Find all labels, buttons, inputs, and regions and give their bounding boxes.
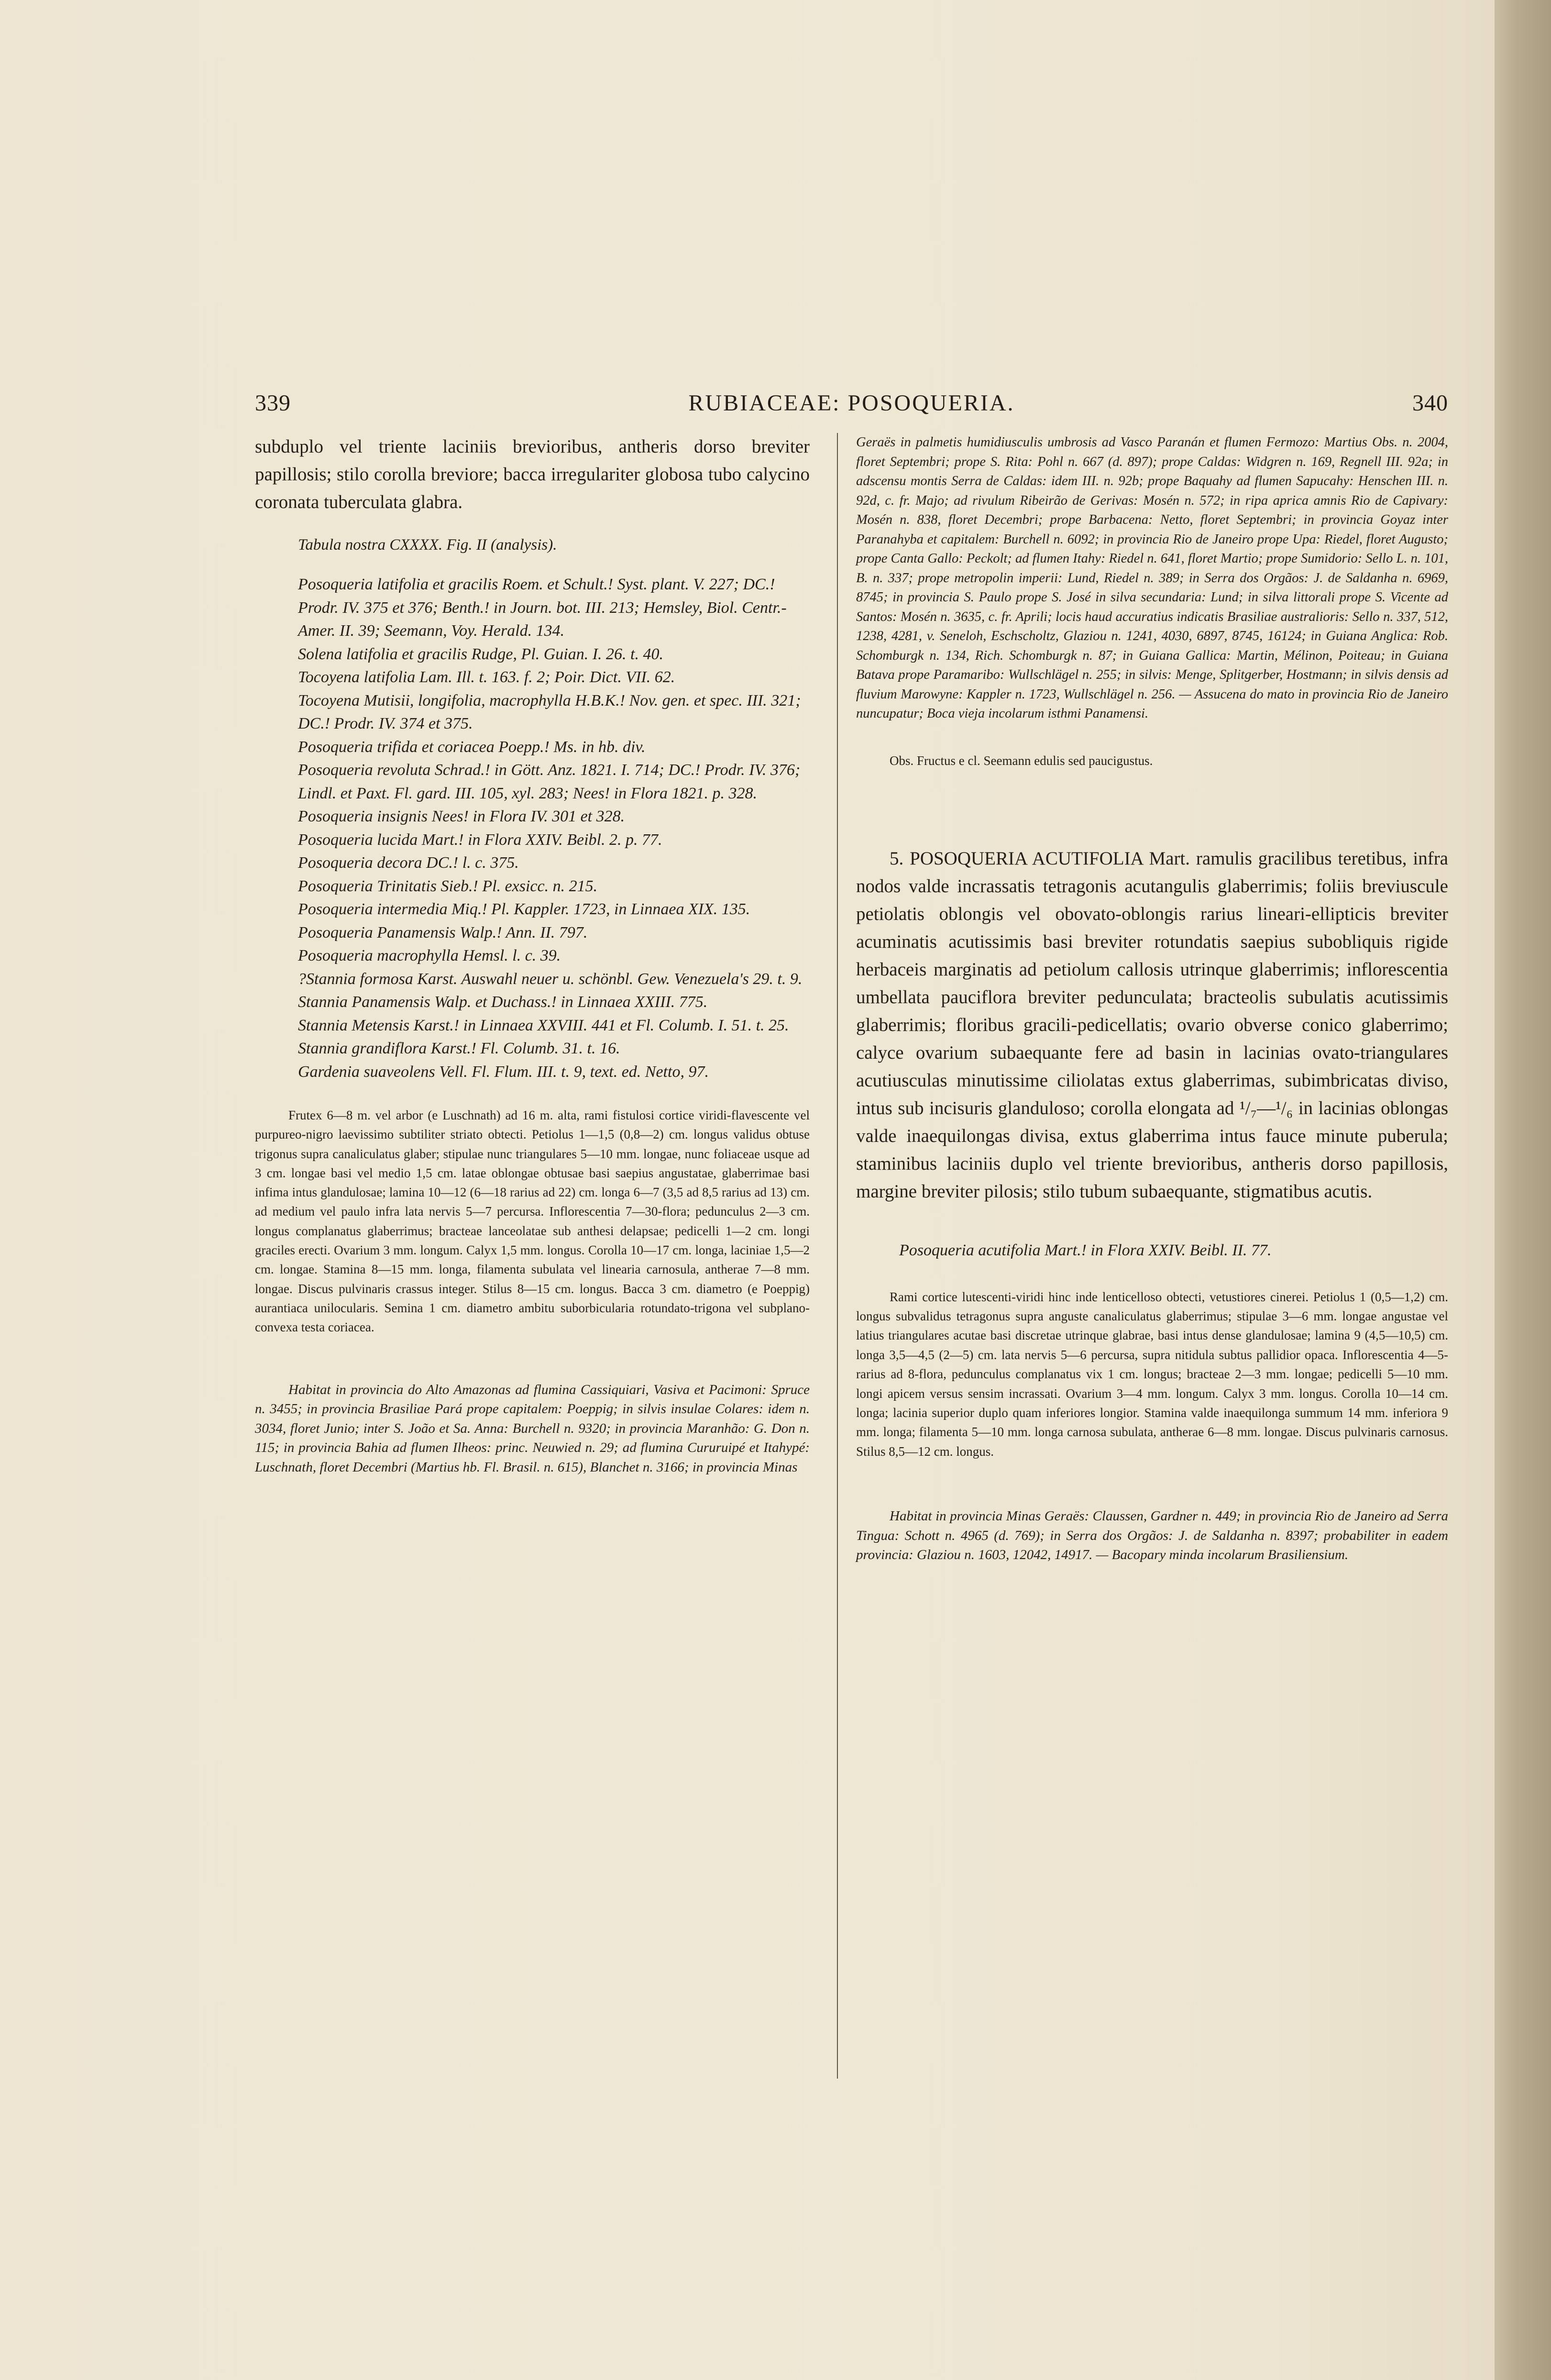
page-number-right: 340: [1412, 390, 1448, 416]
synonym-entry: Gardenia suaveolens Vell. Fl. Flum. III. t. 9, text. ed. Netto, 97.: [298, 1063, 709, 1081]
running-head-title: RUBIACEAE: POSOQUERIA.: [688, 390, 1015, 416]
synonym-entry: Posoqueria latifolia et gracilis Roem. et Schult.! Syst. plant. V. 227; DC.! Prodr. IV. 375 et 376; Benth.! in Journ. bot. III. 213; Hemsley, Biol. Centr.-Amer. II. 39; Seemann, Voy. Herald. 134.: [298, 576, 787, 640]
synonym-entry: Stannia Metensis Karst.! in Linnaea XXVIII. 441 et Fl. Columb. I. 51. t. 25.: [298, 1016, 789, 1034]
observation-note: Obs. Fructus e cl. Seemann edulis sed paucigustus.: [890, 753, 1153, 768]
synonym-entry: Posoqueria Trinitatis Sieb.! Pl. exsicc. n. 215.: [298, 877, 598, 895]
column-divider: [837, 433, 838, 2079]
habitat-paragraph: Habitat in provincia do Alto Amazonas ad flumina Cassiquiari, Vasiva et Pacimoni: Spruce n. 3455; in provincia Brasiliae Pará prope capitalem: Poeppig; in silvis insulae Colares: idem n. 3034, floret Junio; inter S. João et Sa. Anna: Burchell n. 9320; in provincia Maranhão: G. Don n. 115; in provincia Bahia ad flumen Ilheos: princ. Neuwied n. 29; ad flumina Cururuipé et Itahypé: Luschnath, floret Decembri (Martius hb. Fl. Brasil. n. 615), Blanchet n. 3166; in provincia Minas: [255, 1382, 810, 1475]
left-column: [255, 433, 810, 1477]
synonym-entry: Posoqueria trifida et coriacea Poepp.! Ms. in hb. div.: [298, 738, 646, 756]
synonym-entry: Posoqueria macrophylla Hemsl. l. c. 39.: [298, 947, 561, 964]
synonym-entry: Posoqueria decora DC.! l. c. 375.: [298, 854, 519, 872]
synonym-entry: Posoqueria lucida Mart.! in Flora XXIV. Beibl. 2. p. 77.: [298, 830, 662, 849]
description-paragraph: Frutex 6—8 m. vel arbor (e Luschnath) ad 16 m. alta, rami fistulosi cortice viridi-flavescente vel purpureo-nigro laevissimo subtiliter striato obtecti. Petiolus 1—1,5 (0,8—2) cm. longus validus obtuse trigonus supra canaliculatus glaber; stipulae nunc triangulares 5—10 mm. longae, nunc foliaceae usque ad 3 cm. longae basi vel medio 1,5 cm. latae oblongae obtusae basi saepius angustatae, glaberrimae basi infima intus glandulosae; lamina 10—12 (6—18 rarius ad 22) cm. longa 6—7 (3,5 ad 8,5 rarius ad 13) cm. ad medium vel paulo infra lata nervis 5—7 percursa. Inflorescentia 7—30-flora; pedunculus 2—3 cm. longus complanatus glaberrimus; bracteae lanceolatae sub anthesi delapsae; pedicelli 1—2 cm. longi graciles erecti. Ovarium 3 mm. longum. Calyx 1,5 mm. longus. Corolla 10—17 cm. longa, laciniae 1,5—2 cm. longae. Stamina 8—15 mm. longa, filamenta subulata vel linearia carnosula, antherae 7—8 mm. longae. Discus pulvinaris crassus integer. Stilus 8—15 cm. longus. Bacca 3 cm. diametro (e Poeppig) aurantiaca unilocularis. Semina 1 cm. diametro ambitu suborbicularia rotundato-trigona vel subplano-convexa testa coriacea.: [255, 1108, 810, 1335]
synonym-entry: Solena latifolia et gracilis Rudge, Pl. Guian. I. 26. t. 40.: [298, 645, 663, 663]
species-citation: Posoqueria acutifolia Mart.! in Flora XXIV. Beibl. II. 77.: [899, 1241, 1272, 1259]
species-heading-paragraph: 5. POSOQUERIA ACUTIFOLIA Mart. ramulis gracilibus teretibus, infra nodos valde incrassatis tetragonis acutangulis glaberrimis; foliis breviuscule petiolatis oblongis vel obovato-oblongis rarius lineari-ellipticis breviter acuminatis acutissimis basi breviter rotundatis saepius subobliquis rigide herbaceis marginatis ad petiolum callosis utrinque glaberrimis; inflorescentia umbellata pauciflora breviter pedunculata; bracteolis subulatis acutissimis glaberrimis; floribus gracili-pedicellatis; ovario obverse conico glaberrimo; calyce ovarium subaequante fere ad basin in lacinias ovato-triangulares acutiusculas minutissime ciliolatas extus glaberrimas, subimbricatas diviso, intus sub incisuris glanduloso; corolla elongata ad ¹/₇—¹/₆ in lacinias oblongas valde inaequilongas divisa, extus glaberrima intus fauce minute puberula; staminibus laciniis duplo vel triente brevioribus, antheris dorso papillosis, margine breviter pilosis; stilo tubum subaequante, stigmatibus acutis.: [856, 848, 1448, 1202]
description-paragraph-right: Rami cortice lutescenti-viridi hinc inde lenticelloso obtecti, vetustiores cinerei. Petiolus 1 (0,5—1,2) cm. longus subvalidus tetragonus supra anguste canaliculatus glaberrimus; stipulae 3—6 mm. longae angustae vel latius triangulares acutae basi discretae utrinque glabrae, basi intus dense glandulosae; lamina 9 (4,5—10,5) cm. longa 3,5—4,5 (2—5) cm. lata nervis 5—6 percursa, supra nitidula subtus pallidior opaca. Inflorescentia 4—5- rarius ad 8-flora, pedunculus complanatus vix 1 cm. longus; bracteae 2—3 mm. longae; pedicelli 5—10 mm. longi apicem versus sensim incrassati. Ovarium 3—4 mm. longum. Calyx 3 mm. longus. Corolla 10—14 cm. longa; lacinia superior duplo quam inferiores longior. Stamina valde inaequilonga summum 14 mm. inferiora 9 mm. longa; filamenta 5—10 mm. longa carnosa subulata, antherae 6—8 mm. longae. Discus pulvinaris carnosus. Stilus 8,5—12 cm. longus.: [856, 1289, 1448, 1459]
right-column: [856, 433, 1448, 1565]
synonym-entry: Stannia Panamensis Walp. et Duchass.! in Linnaea XXIII. 775.: [298, 993, 708, 1011]
synonym-entry: Stannia grandiflora Karst.! Fl. Columb. 31. t. 16.: [298, 1040, 620, 1057]
plate-reference: Tabula nostra CXXXX. Fig. II (analysis).: [298, 536, 557, 553]
page-number-left: 339: [255, 390, 291, 416]
habitat-paragraph-right: Habitat in provincia Minas Geraës: Claussen, Gardner n. 449; in provincia Rio de Janeiro ad Serra Tingua: Schott n. 4965 (d. 769); in Serra dos Orgãos: J. de Saldanha n. 8397; probabiliter in eadem provincia: Glaziou n. 1603, 12042, 14917. — Bacopary minda incolarum Brasiliensium.: [856, 1508, 1448, 1563]
synonym-entry: Posoqueria intermedia Miq.! Pl. Kappler. 1723, in Linnaea XIX. 135.: [298, 900, 750, 918]
synonym-entry: Posoqueria revoluta Schrad.! in Gött. Anz. 1821. I. 714; DC.! Prodr. IV. 376; Lindl. et Paxt. Fl. gard. III. 105, xyl. 283; Nees! in Flora 1821. p. 328.: [298, 761, 801, 802]
synonym-entry: Tocoyena Mutisii, longifolia, macrophylla H.B.K.! Nov. gen. et spec. III. 321; DC.! Prodr. IV. 374 et 375.: [298, 691, 801, 732]
habitat-continued-paragraph: Geraës in palmetis humidiusculis umbrosis ad Vasco Paranán et flumen Fermozo: Martius Obs. n. 2004, floret Septembri; prope S. Rita: Pohl n. 667 (d. 897); prope Caldas: Widgren n. 169, Regnell III. 92a; in adscensu montis Serra de Caldas: idem III. n. 92b; prope Baquahy ad flumen Sapucahy: Henschen III. n. 92d, c. fr. Majo; ad rivulum Ribeirão de Gerivas: Mosén n. 572; in ripa aprica amnis Rio de Capivary: Mosén n. 838, floret Decembri; prope Barbacena: Netto, floret Septembri; in provincia Goyaz inter Paranahyba et capitalem: Burchell n. 6092; in provincia Rio de Janeiro prope Upa: Riedel, floret Augusto; prope Canta Gallo: Peckolt; ad flumen Itahy: Riedel n. 641, floret Martio; prope Sumidorio: Sello L. n. 101, B. n. 337; prope metropolin imperii: Lund, Riedel n. 389; in Serra dos Orgãos: J. de Saldanha n. 6969, 8745; in provincia S. Paulo prope S. José in silva secundaria: Lund; in silva littorali prope S. Vicente ad Santos: Mosén n. 3635, c. fr. Aprili; locis haud accuratius indicatis Brasiliae australioris: Sello n. 337, 512, 1238, 4281, v. Seneloh, Eschscholtz, Glaziou n. 1241, 4030, 6897, 8745, 16124; in Guiana Anglica: Rob. Schomburgk n. 134, Rich. Schomburgk n. 87; in Guiana Gallica: Martin, Mélinon, Poiteau; in Guiana Batava prope Paramaribo: Wullschlägel n. 255; in silvis: Menge, Splitgerber, Hostmann; in silvis densis ad fluvium Marowyne: Kappler n. 1723, Wullschlägel n. 256. — Assucena do mato in provincia Rio de Janeiro nuncupatur; Boca vieja incolarum isthmi Panamensi.: [856, 435, 1448, 721]
synonymy-list: [255, 573, 810, 1084]
lead-paragraph: subduplo vel triente laciniis brevioribus, antheris dorso breviter papillosis; stilo corolla breviore; bacca irregulariter globosa tubo calycino coronata tuberculata glabra.: [255, 436, 810, 512]
synonym-entry: ?Stannia formosa Karst. Auswahl neuer u. schönbl. Gew. Venezuela's 29. t. 9.: [298, 970, 803, 988]
synonym-entry: Posoqueria insignis Nees! in Flora IV. 301 et 328.: [298, 808, 625, 825]
synonym-entry: Posoqueria Panamensis Walp.! Ann. II. 797.: [298, 923, 588, 941]
page-edge: [1495, 0, 1551, 2380]
synonym-entry: Tocoyena latifolia Lam. Ill. t. 163. f. 2; Poir. Dict. VII. 62.: [298, 668, 675, 686]
running-header: [255, 390, 1448, 433]
